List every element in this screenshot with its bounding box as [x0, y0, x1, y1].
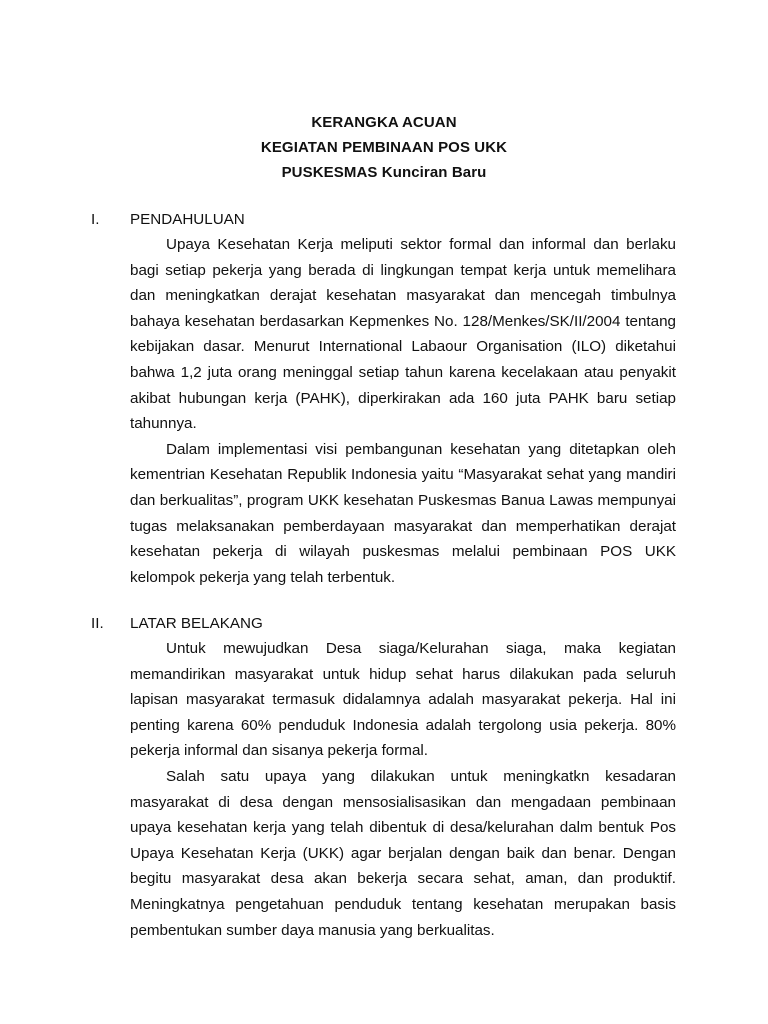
- document-title: KERANGKA ACUAN: [311, 114, 457, 131]
- section-heading: [91, 611, 676, 636]
- paragraph: Upaya Kesehatan Kerja meliputi sektor formal dan informal dan berlaku bagi setiap pekerja yang berada di lingkungan tempat kerja untuk memelihara dan meningkatkan derajat kesehatan masyarakat dan mencegah timbulnya bahaya kesehatan berdasarkan Kepmenkes No. 128/Menkes/SK/II/2004 tentang kebijakan dasar. Menurut International Labaour Organisation (ILO) diketahui bahwa 1,2 juta orang meninggal setiap tahun karena kecelakaan atau penyakit akibat hubungan kerja (PAHK), diperkirakan ada 160 juta PAHK baru setiap tahunnya.: [130, 236, 676, 433]
- paragraph: Dalam implementasi visi pembangunan kesehatan yang ditetapkan oleh kementrian Kesehatan Republik Indonesia yaitu “Masyarakat sehat yang mandiri dan berkualitas”, program UKK kesehatan Puskesmas Banua Lawas mempunyai tugas melaksanakan pemberdayaan masyarakat dan memperhatikan derajat kesehatan pekerja di wilayah puskesmas melalui pembinaan POS UKK kelompok pekerja yang telah terbentuk.: [130, 440, 676, 586]
- section-number: II.: [91, 615, 104, 632]
- section-number: I.: [91, 211, 100, 228]
- document-subtitle: KEGIATAN PEMBINAAN POS UKK: [260, 139, 508, 156]
- section-latar-belakang: [91, 611, 676, 943]
- paragraph: Salah satu upaya yang dilakukan untuk meningkatkn kesadaran masyarakat di desa dengan mensosialisasikan dan mengadaan pembinaan upaya kesehatan kerja yang telah dibentuk di desa/kelurahan dalm bentuk Pos Upaya Kesehatan Kerja (UKK) agar berjalan dengan baik dan benar. Dengan begitu masyarakat desa akan bekerja secara sehat, aman, dan produktif. Meningkatnya pengetahuan penduduk tentang kesehatan merupakan basis pembentukan sumber daya manusia yang berkualitas.: [130, 767, 676, 939]
- section-title: LATAR BELAKANG: [130, 615, 263, 632]
- paragraph: Untuk mewujudkan Desa siaga/Kelurahan siaga, maka kegiatan memandirikan masyarakat untuk hidup sehat harus dilakukan pada seluruh lapisan masyarakat termasuk didalamnya adalah masyarakat pekerja. Hal ini penting karena 60% penduduk Indonesia adalah tergolong usia pekerja. 80% pekerja informal dan sisanya pekerja formal.: [130, 640, 676, 760]
- section-pendahuluan: [91, 207, 676, 590]
- document-title-block: [0, 110, 768, 185]
- document-organization: PUSKESMAS Kunciran Baru: [281, 164, 487, 181]
- section-title: PENDAHULUAN: [130, 211, 245, 228]
- section-heading: [91, 207, 676, 232]
